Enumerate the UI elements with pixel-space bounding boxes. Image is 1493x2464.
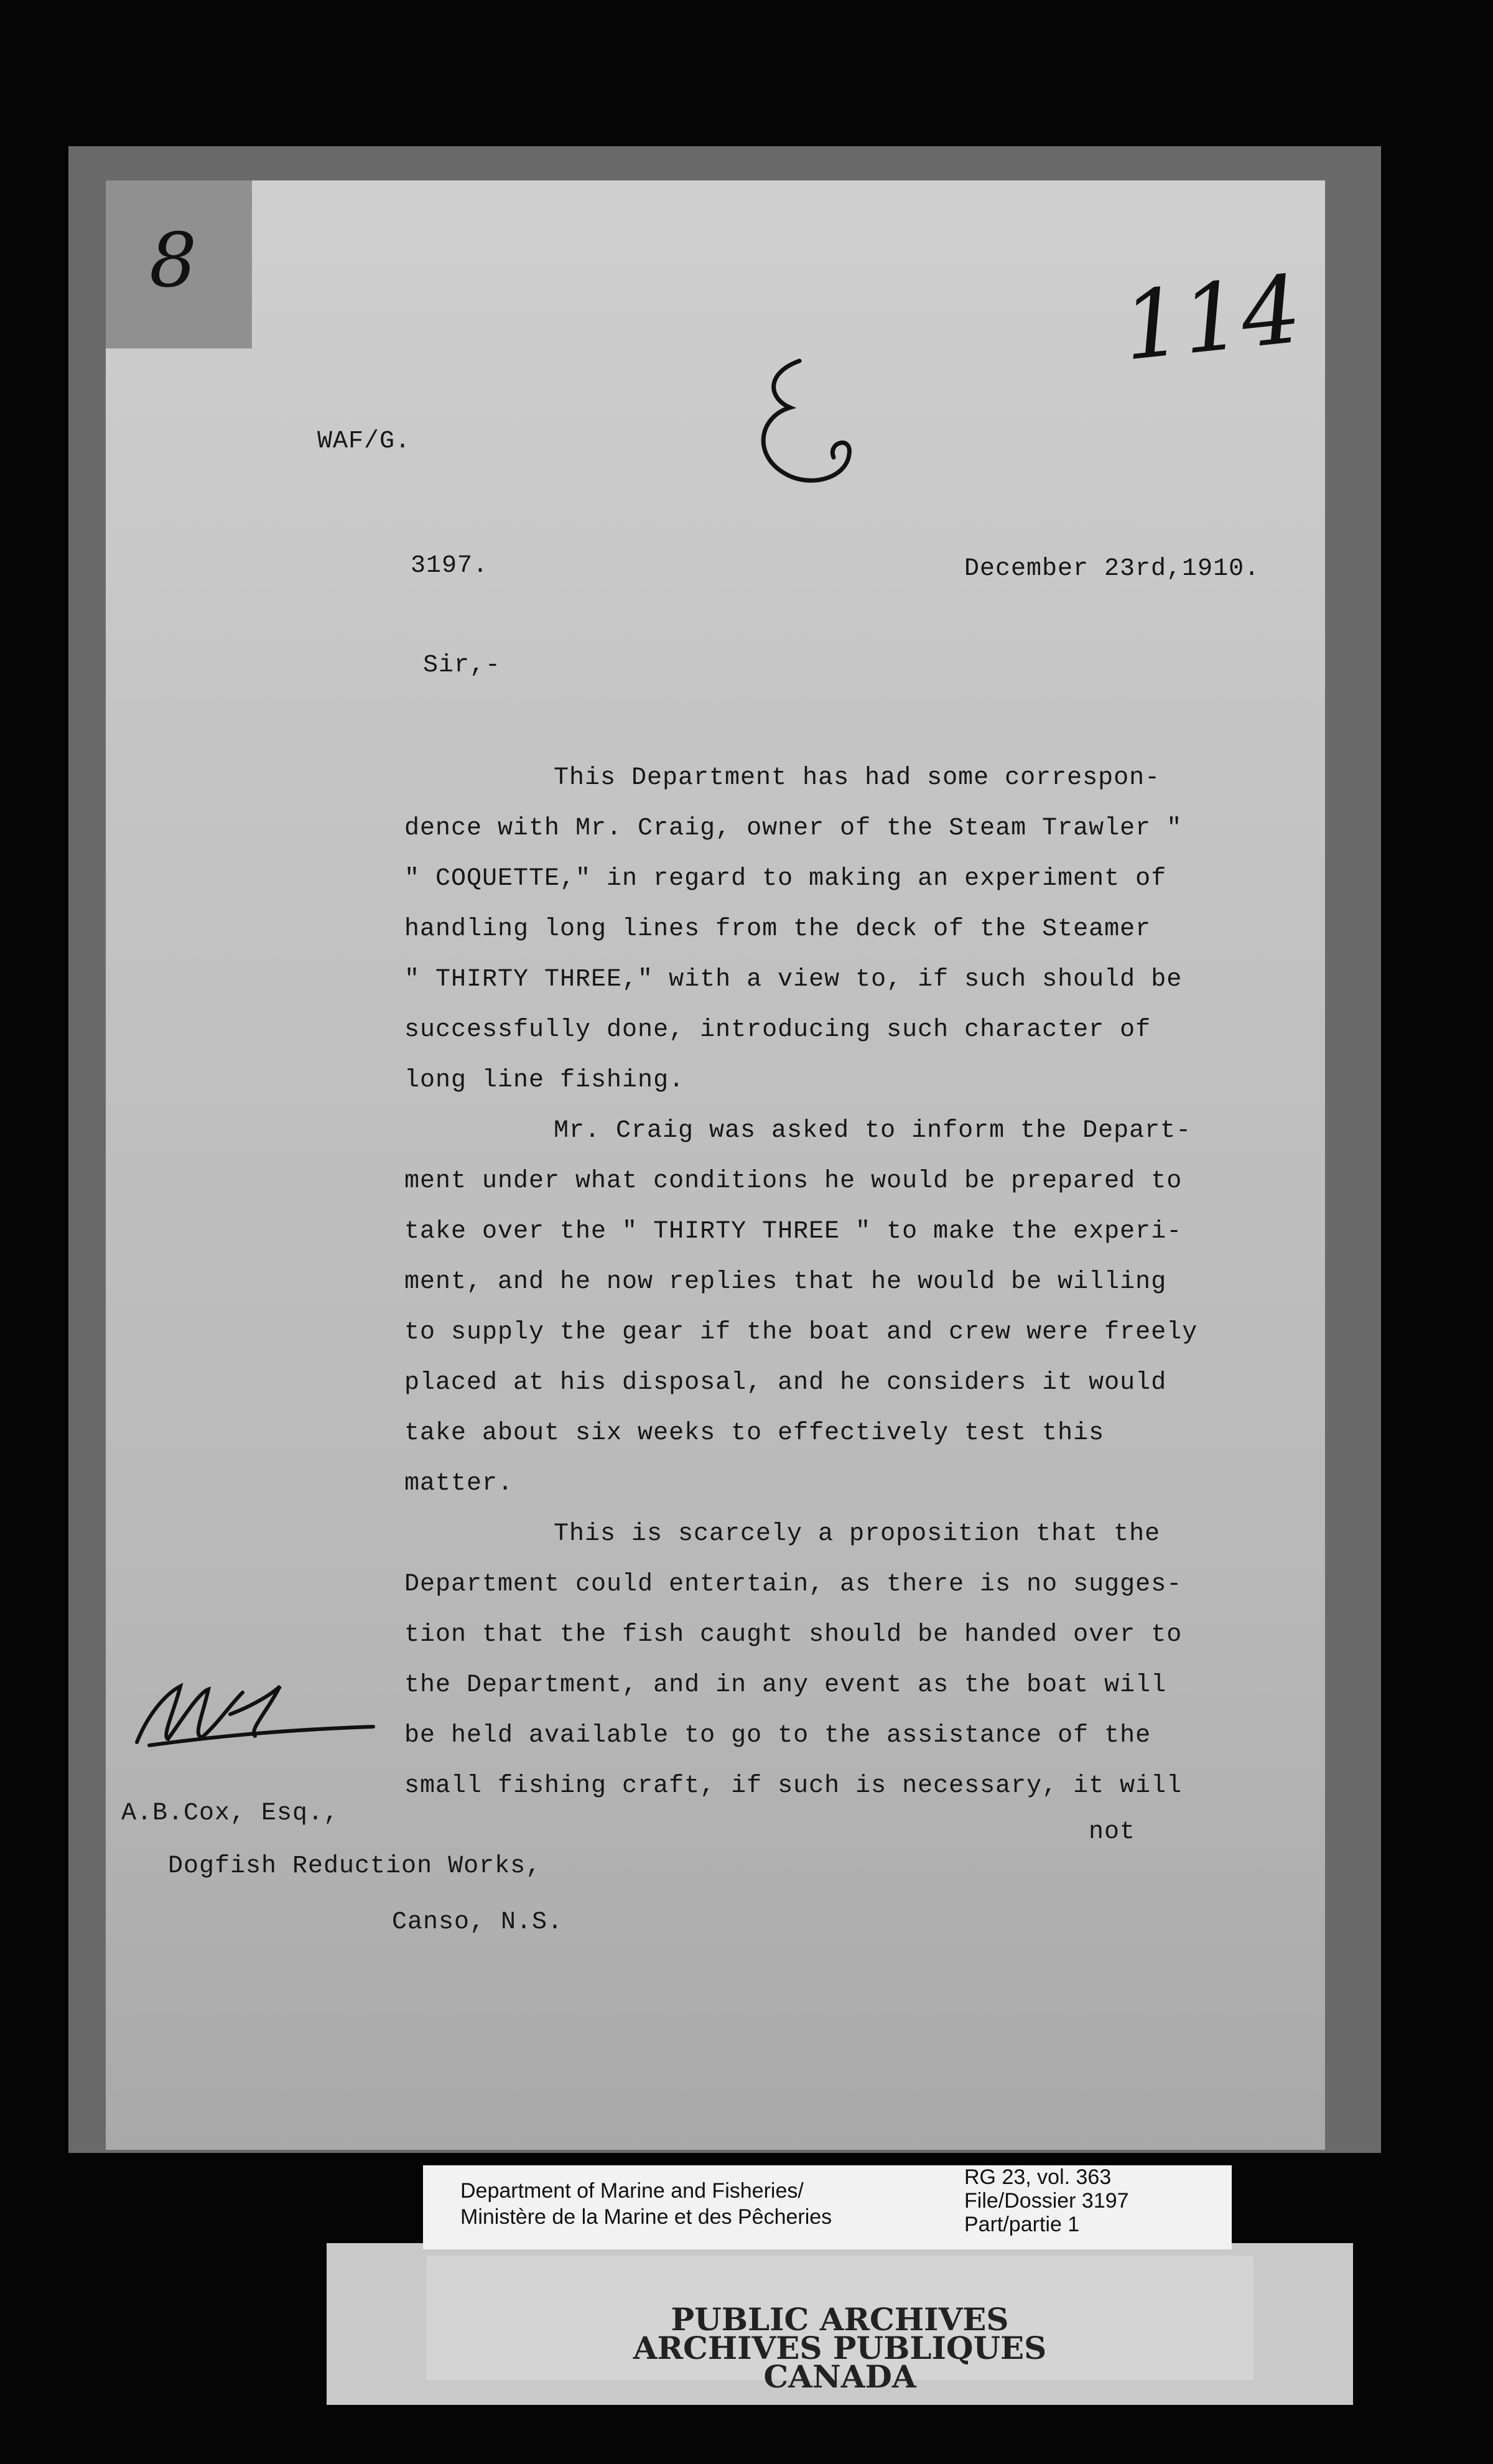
folio-number: 114	[1117, 255, 1306, 382]
addressee-organization: Dogfish Reduction Works,	[168, 1852, 542, 1880]
record-group: RG 23, vol. 363	[964, 2165, 1112, 2189]
letter-date: December 23rd,1910.	[964, 555, 1260, 583]
file-dossier: File/Dossier 3197	[964, 2189, 1129, 2213]
paragraph-3: This is scarcely a proposition that the Department could entertain, as there is no sugges- tion that the fish caught should be handed over to the Department, and in any event as the boat will be held available to go to the assistance of the small fishing craft, if such is necessary, it will	[404, 1520, 1183, 1800]
continuation-word: not	[1089, 1818, 1136, 1846]
department-french: Ministère de la Marine et des Pêcheries	[460, 2205, 832, 2229]
salutation: Sir,-	[423, 651, 501, 679]
department-english: Department of Marine and Fisheries/	[460, 2179, 804, 2203]
archive-label-reference	[964, 2165, 1129, 2236]
initials-signature-icon	[124, 1668, 386, 1755]
archive-stamp	[327, 2301, 1353, 2395]
file-number: 3197.	[411, 552, 489, 580]
archive-label-department	[460, 2178, 832, 2230]
reference-code: WAF/G.	[317, 427, 411, 455]
page-corner-tab	[106, 180, 252, 348]
part-partie: Part/partie 1	[964, 2213, 1080, 2236]
letter-page	[106, 180, 1325, 2150]
corner-number: 8	[149, 218, 197, 304]
stamp-line-1: PUBLIC ARCHIVES	[671, 2301, 1009, 2338]
letter-body	[404, 753, 1337, 1811]
paragraph-2: Mr. Craig was asked to inform the Depart- ment under what conditions he would be prepared to take over the " THIRTY THREE " to make the experi- ment, and he now replies that he would be willing to supply the gear if the boat and crew were freely placed at his disposal, and he considers it would take about six weeks to effectively test this matter.	[404, 1117, 1198, 1498]
archive-label	[423, 2165, 1232, 2249]
handwritten-mark-icon	[740, 348, 877, 535]
addressee-name: A.B.Cox, Esq.,	[121, 1799, 340, 1827]
stamp-line-2: ARCHIVES PUBLIQUES	[633, 2330, 1047, 2366]
paragraph-1: This Department has had some correspon- dence with Mr. Craig, owner of the Steam Trawler " " COQUETTE," in regard to making an experiment of handling long lines from the deck of the Steamer " THIRTY THREE," with a view to, if such should be successfully done, introducing such character of long line fishing.	[404, 764, 1183, 1094]
stamp-line-3: CANADA	[763, 2358, 916, 2395]
archive-stamp-band	[327, 2243, 1353, 2405]
addressee-location: Canso, N.S.	[392, 1908, 564, 1936]
